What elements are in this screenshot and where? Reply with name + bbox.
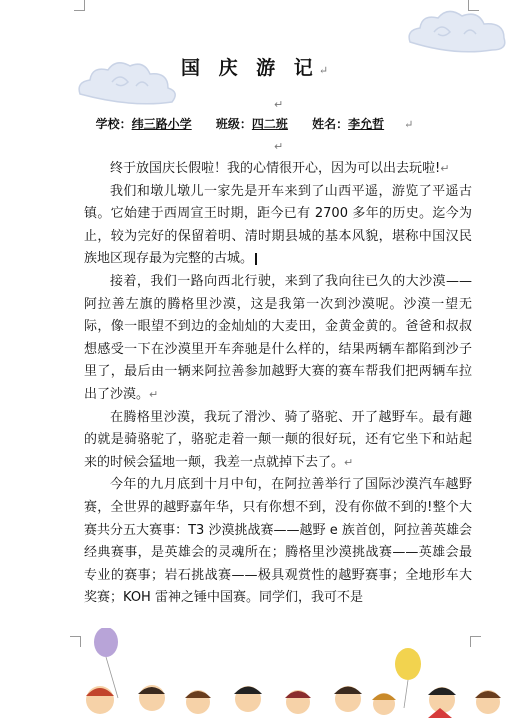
class-label: 班级：: [215, 117, 252, 131]
name-value: 李允哲: [348, 117, 385, 131]
children-icon: [78, 628, 509, 721]
paragraph-mark: ↵: [274, 140, 284, 153]
name-label: 姓名：: [312, 117, 349, 131]
cloud-icon: [404, 6, 508, 58]
paragraph: 终于放国庆长假啦！我的心情很开心，因为可以出去玩啦!↵: [110, 161, 450, 176]
school-value: 纬三路小学: [131, 117, 192, 131]
paragraph: 我们和墩儿墩儿一家先是开车来到了山西平遥，游览了平遥古镇。它始建于西周宣王时期，距今已有 2700 多年的历史。迄今为止，较为完好的保留着明、清时期县城的基本风貌，堪称中国汉民族地区现存最为完整的古城。: [84, 183, 472, 267]
paragraph: 在腾格里沙漠，我玩了滑沙、骑了骆驼、开了越野车。最有趣的就是骑骆驼了，骆驼走着一颠一颠的很好玩，还有它坐下和站起来的时候会猛地一颠，我差一点就掉下去了。↵: [84, 409, 472, 470]
margin-corner-top-left: [74, 0, 85, 11]
paragraph-mark: ↵: [404, 118, 414, 131]
document-body[interactable]: [84, 158, 472, 610]
document-title: [0, 53, 509, 80]
school-label: 学校：: [95, 117, 132, 131]
student-info-line: [0, 115, 509, 132]
text-cursor: [255, 253, 257, 265]
paragraph-mark: ↵: [318, 64, 329, 77]
title-text: 国 庆 游 记: [180, 57, 319, 79]
paragraph-mark: ↵: [274, 98, 284, 111]
paragraph: 接着，我们一路向西北行驶，来到了我向往已久的大沙漠——阿拉善左旗的腾格里沙漠，这是我第一次到沙漠呢。沙漠一望无际，像一眼望不到边的金灿灿的大麦田，金黄金黄的。爸爸和叔叔想感受一下在沙漠里开车奔驰是什么样的，结果两辆车都陷到沙子里了，最后由一辆来阿拉善参加越野大赛的赛车帮我们把两辆车拉出了沙漠。↵: [84, 273, 472, 402]
paragraph: 今年的九月底到十月中旬，在阿拉善举行了国际沙漠汽车越野赛，全世界的越野嘉年华，只有你想不到，没有你做不到的!整个大赛共分五大赛事：T3 沙漠挑战赛——越野 e 族首创，阿拉善英雄会经典赛事，是英雄会的灵魂所在；腾格里沙漠挑战赛——英雄会最专业的赛事；岩石挑战赛——极具观赏性的越野赛事；全地形车大奖赛；KOH 雷神之锤中国赛。同学们，我可不是: [84, 477, 472, 606]
class-value: 四二班: [251, 117, 288, 131]
